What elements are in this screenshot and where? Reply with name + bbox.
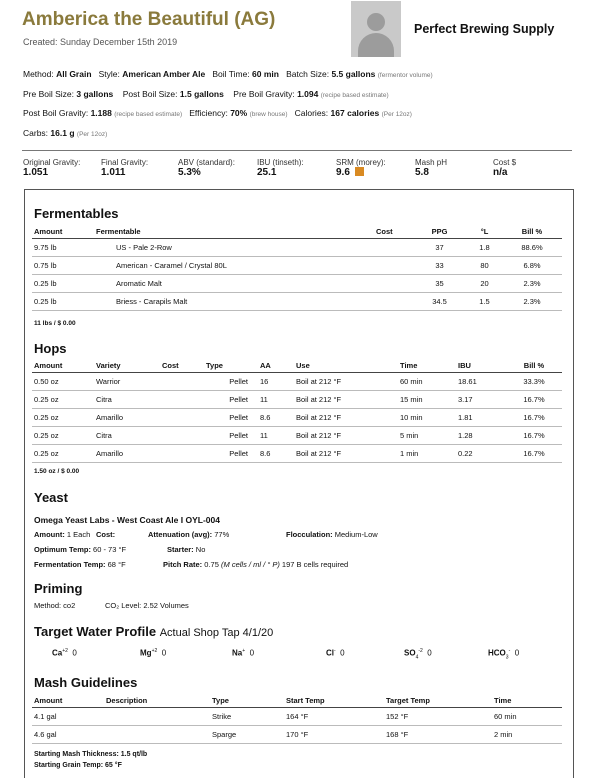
table-cell: US - Pale 2-Row <box>94 239 374 257</box>
stat-cost: Cost $ n/a <box>493 158 517 178</box>
calories-note: (Per 12oz) <box>381 111 412 118</box>
avatar-head-icon <box>367 13 385 31</box>
post-boil-size-label: Post Boil Size: <box>122 89 178 99</box>
stat-fg: Final Gravity: 1.011 <box>101 158 149 178</box>
mash-table <box>32 694 562 744</box>
table-cell: 1.5 <box>467 293 502 311</box>
table-cell <box>374 257 412 275</box>
table-cell <box>160 391 204 409</box>
ion-so4: $SO_4^{-2}$ 0 <box>404 648 432 661</box>
table-cell: Citra <box>94 391 160 409</box>
avatar <box>351 1 401 57</box>
table-cell: 0.25 lb <box>32 275 94 293</box>
table-row <box>32 726 562 744</box>
table-cell: 16.7% <box>506 427 562 445</box>
table-cell: Amarillo <box>94 445 160 463</box>
stat-og: Original Gravity: 1.051 <box>23 158 81 178</box>
table-cell <box>374 275 412 293</box>
column-header: AA <box>258 359 294 373</box>
table-cell: Boil at 212 °F <box>294 391 398 409</box>
method-value: All Grain <box>56 69 92 79</box>
created-date: Created: Sunday December 15th 2019 <box>23 37 178 47</box>
table-cell: 170 °F <box>284 726 384 744</box>
table-cell: Pellet <box>204 391 258 409</box>
table-row <box>32 293 562 311</box>
table-cell: 1 min <box>398 445 456 463</box>
carbs-label: Carbs: <box>23 128 49 138</box>
table-cell: Boil at 212 °F <box>294 409 398 427</box>
details-line-3 <box>23 108 412 118</box>
mash-grain-temp: Starting Grain Temp: 65 °F <box>34 762 122 769</box>
table-cell: 1.81 <box>456 409 506 427</box>
water-heading: Target Water Profile Actual Shop Tap 4/1/20 <box>34 624 274 639</box>
column-header: Cost <box>374 225 412 239</box>
table-cell: 0.25 oz <box>32 427 94 445</box>
table-cell: 16.7% <box>506 409 562 427</box>
yeast-optimum-temp: Optimum Temp: 60 - 73 °F <box>34 545 127 554</box>
table-cell: 0.25 lb <box>32 293 94 311</box>
column-header: PPG <box>412 225 467 239</box>
fermentables-total: 11 lbs / $ 0.00 <box>34 320 76 327</box>
column-header: Fermentable <box>94 225 374 239</box>
table-row <box>32 373 562 391</box>
column-header: Start Temp <box>284 694 384 708</box>
pre-boil-gravity-label: Pre Boil Gravity: <box>233 89 295 99</box>
table-cell: Strike <box>210 708 284 726</box>
table-cell: 0.25 oz <box>32 409 94 427</box>
table-cell: 80 <box>467 257 502 275</box>
column-header: °L <box>467 225 502 239</box>
yeast-cost: Cost: <box>96 530 116 539</box>
column-header: Variety <box>94 359 160 373</box>
pre-boil-gravity-value: 1.094 <box>297 89 319 99</box>
ion-cl: Cl- 0 <box>326 648 345 658</box>
mash-thickness: Starting Mash Thickness: 1.5 qt/lb <box>34 751 148 758</box>
table-cell: Citra <box>94 427 160 445</box>
table-cell: 16 <box>258 373 294 391</box>
table-row <box>32 391 562 409</box>
calories-label: Calories: <box>294 108 329 118</box>
table-cell: 152 °F <box>384 708 492 726</box>
batch-size-note: (fermentor volume) <box>377 72 433 79</box>
yeast-attenuation: Attenuation (avg): 77% <box>148 530 230 539</box>
avatar-body-icon <box>358 33 394 57</box>
table-cell: 3.17 <box>456 391 506 409</box>
table-cell <box>160 445 204 463</box>
yeast-starter: Starter: No <box>167 545 206 554</box>
table-cell: 37 <box>412 239 467 257</box>
table-cell: 4.1 gal <box>32 708 104 726</box>
column-header: Cost <box>160 359 204 373</box>
yeast-name: Omega Yeast Labs - West Coast Ale I OYL-004 <box>34 515 220 525</box>
srm-color-swatch <box>355 167 364 176</box>
table-cell: Pellet <box>204 445 258 463</box>
method-label: Method: <box>23 69 54 79</box>
column-header: Bill % <box>502 225 562 239</box>
table-row <box>32 445 562 463</box>
style-label: Style: <box>98 69 120 79</box>
column-header: Amount <box>32 225 94 239</box>
table-cell: Sparge <box>210 726 284 744</box>
calories-value: 167 calories <box>330 108 380 118</box>
priming-method: Method: co2 <box>34 601 76 610</box>
post-boil-gravity-label: Post Boil Gravity: <box>23 108 89 118</box>
column-header: Bill % <box>506 359 562 373</box>
table-cell: Pellet <box>204 409 258 427</box>
carbs-value: 16.1 g <box>50 128 75 138</box>
table-row <box>32 708 562 726</box>
column-header: Use <box>294 359 398 373</box>
priming-co2-level: CO₂ Level: 2.52 Volumes <box>105 601 189 610</box>
table-cell: 0.50 oz <box>32 373 94 391</box>
ion-hco3: $HCO_3^-$ 0 <box>488 648 520 661</box>
column-header: Type <box>210 694 284 708</box>
table-cell: 164 °F <box>284 708 384 726</box>
yeast-flocculation: Flocculation: Medium-Low <box>286 530 378 539</box>
batch-size-label: Batch Size: <box>286 69 330 79</box>
table-cell <box>160 373 204 391</box>
table-cell: Amarillo <box>94 409 160 427</box>
yeast-fermentation-temp: Fermentation Temp: 68 °F <box>34 560 126 569</box>
stat-ibu: IBU (tinseth): 25.1 <box>257 158 304 178</box>
boil-time-label: Boil Time: <box>212 69 250 79</box>
table-cell: 6.8% <box>502 257 562 275</box>
table-row <box>32 427 562 445</box>
style-value: American Amber Ale <box>122 69 206 79</box>
table-row <box>32 409 562 427</box>
batch-size-value: 5.5 gallons <box>331 69 376 79</box>
table-cell: 60 min <box>398 373 456 391</box>
table-cell: 2.3% <box>502 293 562 311</box>
post-boil-gravity-note: (recipe based estimate) <box>114 111 183 118</box>
column-header: Amount <box>32 694 104 708</box>
table-cell: 60 min <box>492 708 562 726</box>
table-cell: Warrior <box>94 373 160 391</box>
stat-srm: SRM (morey): 9.6 <box>336 158 386 178</box>
table-cell: Aromatic Malt <box>94 275 374 293</box>
mash-heading: Mash Guidelines <box>34 675 138 690</box>
column-header: IBU <box>456 359 506 373</box>
table-cell: American - Caramel / Crystal 80L <box>94 257 374 275</box>
post-boil-gravity-value: 1.188 <box>90 108 112 118</box>
table-row <box>32 275 562 293</box>
table-cell <box>160 409 204 427</box>
table-cell: Boil at 212 °F <box>294 427 398 445</box>
table-cell: 168 °F <box>384 726 492 744</box>
efficiency-label: Efficiency: <box>189 108 228 118</box>
column-header: Description <box>104 694 210 708</box>
table-cell: 0.75 lb <box>32 257 94 275</box>
table-cell: 1.8 <box>467 239 502 257</box>
column-header: Time <box>398 359 456 373</box>
divider <box>22 150 572 151</box>
table-cell <box>160 427 204 445</box>
post-boil-size-value: 1.5 gallons <box>179 89 224 99</box>
recipe-title: Amberica the Beautiful (AG) <box>22 9 276 30</box>
efficiency-value: 70% <box>230 108 248 118</box>
table-cell: 0.25 oz <box>32 391 94 409</box>
table-cell: 33 <box>412 257 467 275</box>
table-cell <box>374 239 412 257</box>
yeast-heading: Yeast <box>34 490 68 505</box>
table-cell: 88.6% <box>502 239 562 257</box>
table-cell: 5 min <box>398 427 456 445</box>
table-cell: 9.75 lb <box>32 239 94 257</box>
boil-time-value: 60 min <box>252 69 279 79</box>
stat-abv: ABV (standard): 5.3% <box>178 158 235 178</box>
fermentables-table <box>32 225 562 311</box>
yeast-line-1: Amount: 1 Each <box>34 530 91 539</box>
table-cell: 20 <box>467 275 502 293</box>
hops-heading: Hops <box>34 341 67 356</box>
table-cell: 16.7% <box>506 391 562 409</box>
pre-boil-size-label: Pre Boil Size: <box>23 89 75 99</box>
ion-ca: $Ca^{+2}$ 0 <box>52 648 77 658</box>
pre-boil-gravity-note: (recipe based estimate) <box>320 92 389 99</box>
hops-total: 1.50 oz / $ 0.00 <box>34 468 80 475</box>
details-line-4 <box>23 128 107 138</box>
table-cell: 16.7% <box>506 445 562 463</box>
table-cell: 2 min <box>492 726 562 744</box>
table-cell: 2.3% <box>502 275 562 293</box>
column-header: Target Temp <box>384 694 492 708</box>
brand-name: Perfect Brewing Supply <box>414 22 555 36</box>
table-cell <box>104 708 210 726</box>
table-cell: 34.5 <box>412 293 467 311</box>
ion-mg: $Mg^{+2}$ 0 <box>140 648 167 658</box>
table-cell: Briess - Carapils Malt <box>94 293 374 311</box>
table-cell: Boil at 212 °F <box>294 445 398 463</box>
table-cell <box>104 726 210 744</box>
water-profile-name: Actual Shop Tap 4/1/20 <box>159 627 274 639</box>
carbs-note: (Per 12oz) <box>76 131 108 138</box>
table-row <box>32 239 562 257</box>
details-line-2 <box>23 89 389 99</box>
table-cell: 0.25 oz <box>32 445 94 463</box>
table-row <box>32 257 562 275</box>
yeast-pitch-rate: Pitch Rate: 0.75 (M cells / ml / ° P) 197 B cells required <box>163 560 349 569</box>
table-cell: Boil at 212 °F <box>294 373 398 391</box>
fermentables-heading: Fermentables <box>34 206 119 221</box>
table-cell: 11 <box>258 391 294 409</box>
column-header: Time <box>492 694 562 708</box>
table-cell: 35 <box>412 275 467 293</box>
table-cell <box>374 293 412 311</box>
table-cell: 33.3% <box>506 373 562 391</box>
table-cell: 0.22 <box>456 445 506 463</box>
table-cell: 8.6 <box>258 445 294 463</box>
table-cell: 4.6 gal <box>32 726 104 744</box>
priming-heading: Priming <box>34 581 83 596</box>
details-line-1 <box>23 69 433 79</box>
table-cell: 15 min <box>398 391 456 409</box>
column-header: Type <box>204 359 258 373</box>
pre-boil-size-value: 3 gallons <box>76 89 114 99</box>
efficiency-note: (brew house) <box>249 111 288 118</box>
hops-table <box>32 359 562 463</box>
table-cell: 18.61 <box>456 373 506 391</box>
table-cell: 1.28 <box>456 427 506 445</box>
table-cell: Pellet <box>204 427 258 445</box>
table-cell: Pellet <box>204 373 258 391</box>
table-cell: 11 <box>258 427 294 445</box>
column-header: Amount <box>32 359 94 373</box>
ion-na: Na+ 0 <box>232 648 255 658</box>
table-cell: 8.6 <box>258 409 294 427</box>
stat-mash-ph: Mash pH 5.8 <box>415 158 448 178</box>
table-cell: 10 min <box>398 409 456 427</box>
